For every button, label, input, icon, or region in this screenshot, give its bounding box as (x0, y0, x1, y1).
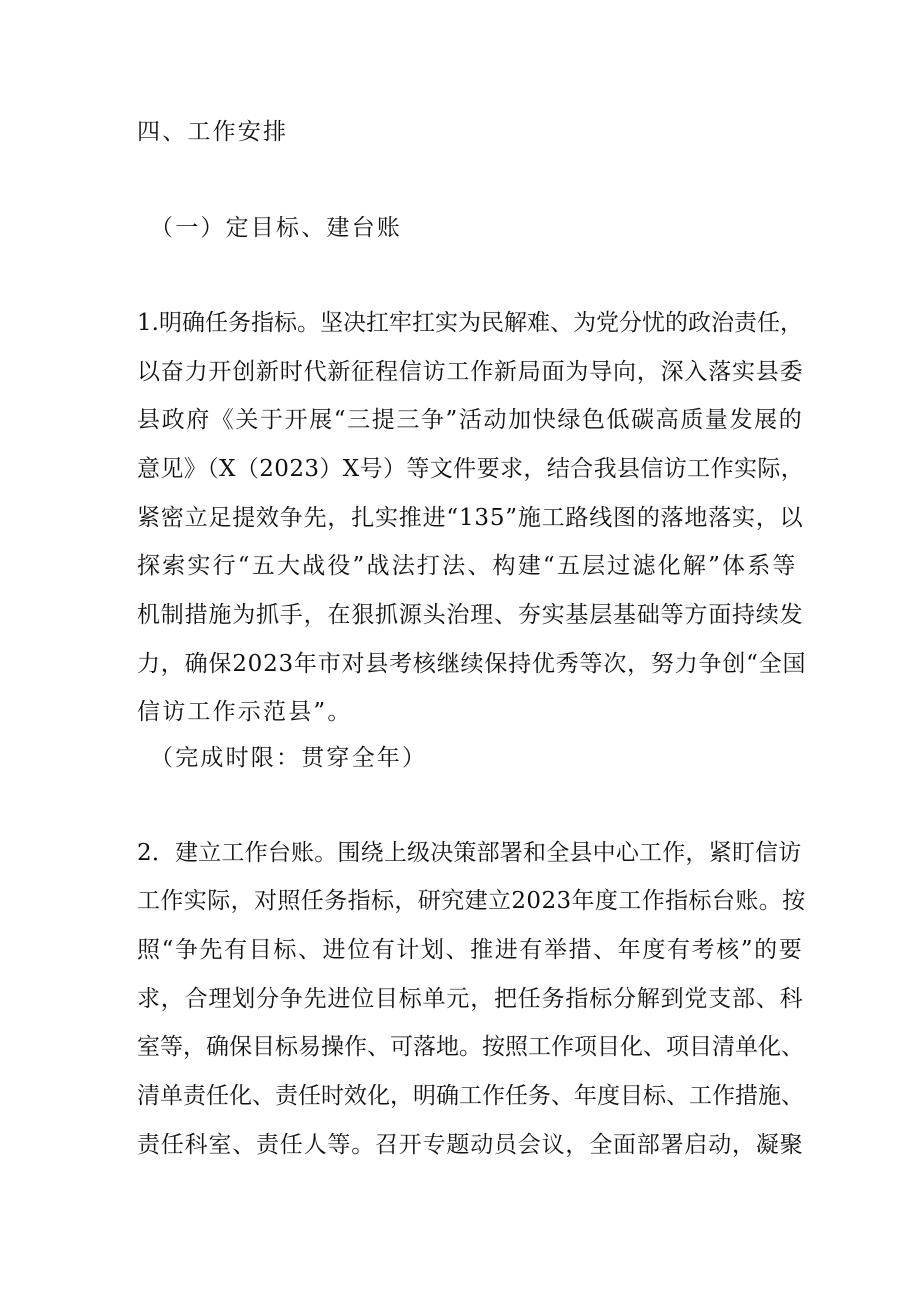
item-2-line: 工作实际，对照任务指标，研究建立2023年度工作指标台账。按 (137, 888, 806, 914)
item-1-line: 以奋力开创新时代新征程信访工作新局面为导向，深入落实县委 (137, 359, 804, 385)
section-heading: 四、工作安排 (137, 119, 289, 145)
item-2-line: 照“争先有目标、进位有计划、推进有举措、年度有考核”的要 (137, 937, 804, 963)
item-2-line: 求，合理划分争先进位目标单元，把任务指标分解到党支部、科 (137, 986, 804, 1012)
item-1-line: 力，确保2023年市对县考核继续保持优秀等次，努力争创“全国 (137, 651, 807, 677)
item-1-line: 紧密立足提效争先，扎实推进“135”施工路线图的落地落实，以 (137, 505, 804, 531)
item-1-line: 信访工作示范县”。 (137, 699, 353, 725)
item-2-line: 2．建立工作台账。围绕上级决策部署和全县中心工作，紧盯信访 (137, 840, 802, 866)
item-2-line: 清单责任化、责任时效化，明确工作任务、年度目标、工作措施、 (137, 1083, 804, 1109)
item-1-line: 意见》（X（2023）X号）等文件要求，结合我县信访工作实际， (137, 456, 805, 482)
item-1-line: 探索实行“五大战役”战法打法、构建“五层过滤化解”体系等 (137, 553, 798, 579)
item-1-line: 1.明确任务指标。坚决扛牢扛实为民解难、为党分忧的政治责任， (137, 310, 803, 336)
deadline-note: （完成时限：贯穿全年） (150, 745, 428, 771)
item-2-line: 室等，确保目标易操作、可落地。按照工作项目化、项目清单化、 (137, 1034, 804, 1060)
item-1-line: 县政府《关于开展“三提三争”活动加快绿色低碳高质量发展的 (137, 407, 804, 433)
item-1-line: 机制措施为抓手，在狠抓源头治理、夯实基层基础等方面持续发 (137, 602, 804, 628)
item-2-line: 责任科室、责任人等。召开专题动员会议，全面部署启动，凝聚 (137, 1132, 804, 1158)
subsection-heading: （一）定目标、建台账 (150, 215, 402, 241)
